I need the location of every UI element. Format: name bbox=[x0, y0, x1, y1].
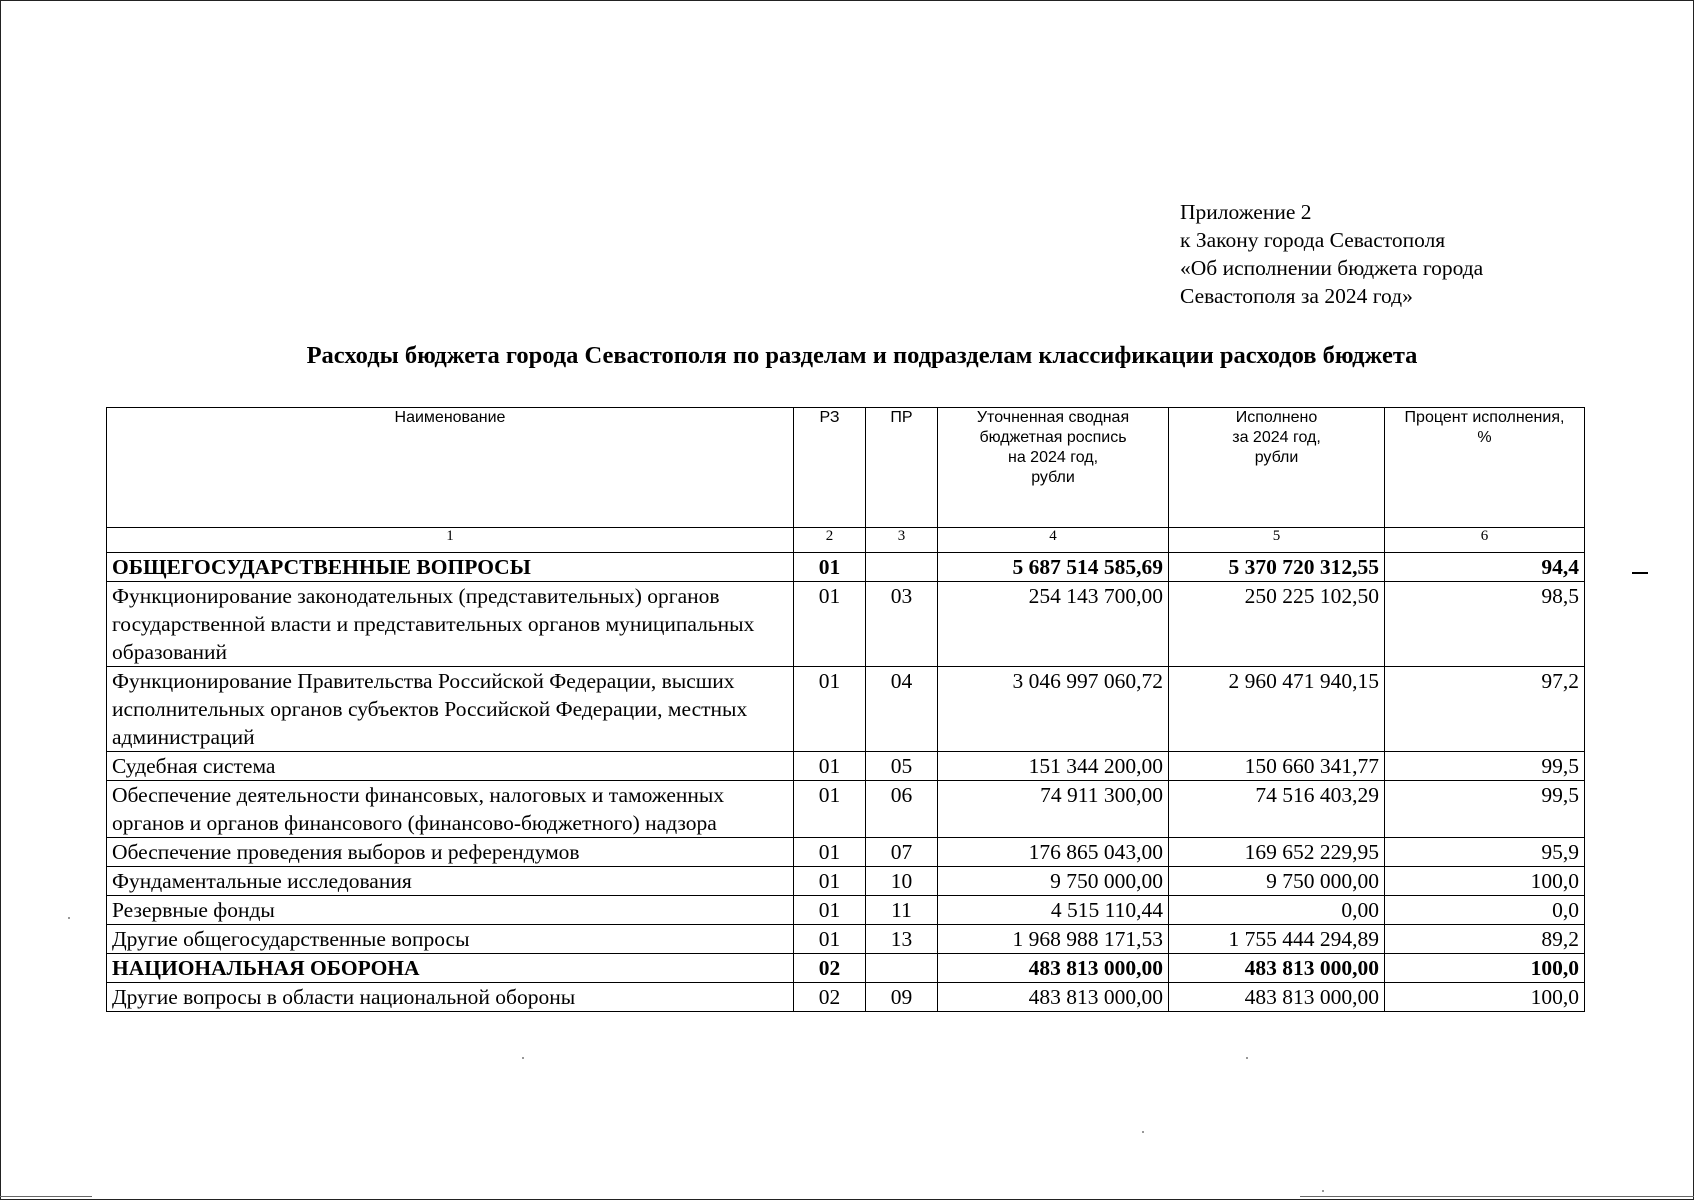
row-name: Фундаментальные исследования bbox=[107, 867, 794, 896]
row-percent: 97,2 bbox=[1385, 667, 1585, 752]
row-percent: 0,0 bbox=[1385, 896, 1585, 925]
appendix-line-3: «Об исполнении бюджета города bbox=[1180, 256, 1484, 280]
row-plan: 9 750 000,00 bbox=[938, 867, 1169, 896]
row-name: Резервные фонды bbox=[107, 896, 794, 925]
header-row bbox=[107, 408, 1585, 528]
row-rz: 02 bbox=[794, 954, 866, 983]
header-pr: ПР bbox=[866, 408, 938, 528]
page-side-mark bbox=[1632, 572, 1648, 574]
scan-edge-line bbox=[1300, 1196, 1694, 1197]
row-percent: 100,0 bbox=[1385, 954, 1585, 983]
row-name: Обеспечение проведения выборов и референдумов bbox=[107, 838, 794, 867]
table-row bbox=[107, 781, 1585, 838]
row-done: 150 660 341,77 bbox=[1169, 752, 1385, 781]
row-name: Функционирование законодательных (представительных) органов государственной власти и представительных органов муниципальных образований bbox=[107, 582, 794, 667]
header-done bbox=[1169, 408, 1385, 528]
row-plan: 483 813 000,00 bbox=[938, 954, 1169, 983]
row-pr: 04 bbox=[866, 667, 938, 752]
header-plan bbox=[938, 408, 1169, 528]
scan-speck bbox=[522, 1057, 524, 1059]
row-done: 483 813 000,00 bbox=[1169, 983, 1385, 1012]
row-plan: 176 865 043,00 bbox=[938, 838, 1169, 867]
header-done-line-3: рубли bbox=[1254, 449, 1299, 466]
scan-speck bbox=[1142, 1131, 1144, 1133]
scan-edge-line bbox=[0, 1196, 92, 1197]
row-percent: 99,5 bbox=[1385, 752, 1585, 781]
appendix-line-1: Приложение 2 bbox=[1180, 200, 1312, 224]
row-done: 2 960 471 940,15 bbox=[1169, 667, 1385, 752]
row-percent: 89,2 bbox=[1385, 925, 1585, 954]
row-rz: 02 bbox=[794, 983, 866, 1012]
row-done: 250 225 102,50 bbox=[1169, 582, 1385, 667]
appendix-note bbox=[1180, 198, 1483, 310]
row-done: 74 516 403,29 bbox=[1169, 781, 1385, 838]
column-number-row bbox=[107, 528, 1585, 553]
row-percent: 95,9 bbox=[1385, 838, 1585, 867]
row-plan: 1 968 988 171,53 bbox=[938, 925, 1169, 954]
row-plan: 151 344 200,00 bbox=[938, 752, 1169, 781]
row-percent: 98,5 bbox=[1385, 582, 1585, 667]
table-row bbox=[107, 582, 1585, 667]
header-rz: РЗ bbox=[794, 408, 866, 528]
row-percent: 99,5 bbox=[1385, 781, 1585, 838]
row-rz: 01 bbox=[794, 781, 866, 838]
row-plan: 483 813 000,00 bbox=[938, 983, 1169, 1012]
row-pr: 05 bbox=[866, 752, 938, 781]
column-number: 5 bbox=[1169, 528, 1385, 553]
table-row-section bbox=[107, 553, 1585, 582]
row-percent: 100,0 bbox=[1385, 983, 1585, 1012]
row-done: 169 652 229,95 bbox=[1169, 838, 1385, 867]
table-row bbox=[107, 752, 1585, 781]
appendix-line-4: Севастополя за 2024 год» bbox=[1180, 284, 1413, 308]
row-rz: 01 bbox=[794, 867, 866, 896]
table-row bbox=[107, 925, 1585, 954]
row-done: 9 750 000,00 bbox=[1169, 867, 1385, 896]
row-rz: 01 bbox=[794, 553, 866, 582]
row-rz: 01 bbox=[794, 896, 866, 925]
row-done: 483 813 000,00 bbox=[1169, 954, 1385, 983]
row-rz: 01 bbox=[794, 582, 866, 667]
row-pr bbox=[866, 553, 938, 582]
column-number: 3 bbox=[866, 528, 938, 553]
row-plan: 254 143 700,00 bbox=[938, 582, 1169, 667]
header-done-line-2: за 2024 год, bbox=[1232, 429, 1321, 446]
header-plan-line-1: Уточненная сводная bbox=[976, 409, 1130, 426]
scan-speck bbox=[68, 917, 70, 919]
header-plan-line-4: рубли bbox=[1031, 469, 1075, 486]
row-rz: 01 bbox=[794, 667, 866, 752]
header-percent-line-1: Процент исполнения, bbox=[1404, 409, 1565, 426]
row-pr: 03 bbox=[866, 582, 938, 667]
row-name: НАЦИОНАЛЬНАЯ ОБОРОНА bbox=[107, 954, 794, 983]
row-pr: 09 bbox=[866, 983, 938, 1012]
column-number: 1 bbox=[107, 528, 794, 553]
row-plan: 4 515 110,44 bbox=[938, 896, 1169, 925]
row-name: Другие вопросы в области национальной обороны bbox=[107, 983, 794, 1012]
table-row bbox=[107, 896, 1585, 925]
row-name: Другие общегосударственные вопросы bbox=[107, 925, 794, 954]
scan-speck bbox=[1322, 1190, 1324, 1192]
row-rz: 01 bbox=[794, 925, 866, 954]
row-done: 1 755 444 294,89 bbox=[1169, 925, 1385, 954]
row-done: 0,00 bbox=[1169, 896, 1385, 925]
document-title: Расходы бюджета города Севастополя по разделам и подразделам классификации расходов бюджета bbox=[306, 342, 1418, 369]
header-name: Наименование bbox=[107, 408, 794, 528]
header-plan-line-2: бюджетная роспись bbox=[979, 429, 1127, 446]
row-rz: 01 bbox=[794, 752, 866, 781]
row-pr: 13 bbox=[866, 925, 938, 954]
row-name: ОБЩЕГОСУДАРСТВЕННЫЕ ВОПРОСЫ bbox=[107, 553, 794, 582]
row-plan: 3 046 997 060,72 bbox=[938, 667, 1169, 752]
appendix-line-2: к Закону города Севастополя bbox=[1180, 228, 1446, 252]
row-pr: 06 bbox=[866, 781, 938, 838]
column-number: 2 bbox=[794, 528, 866, 553]
header-done-line-1: Исполнено bbox=[1235, 409, 1318, 426]
row-name: Функционирование Правительства Российской Федерации, высших исполнительных органов субъектов Российской Федерации, местных администраций bbox=[107, 667, 794, 752]
row-percent: 94,4 bbox=[1385, 553, 1585, 582]
row-name: Обеспечение деятельности финансовых, налоговых и таможенных органов и органов финансового (финансово-бюджетного) надзора bbox=[107, 781, 794, 838]
table-row bbox=[107, 667, 1585, 752]
row-plan: 74 911 300,00 bbox=[938, 781, 1169, 838]
column-number: 6 bbox=[1385, 528, 1585, 553]
scan-speck bbox=[1246, 1057, 1248, 1059]
header-percent bbox=[1385, 408, 1585, 528]
header-plan-line-3: на 2024 год, bbox=[1007, 449, 1099, 466]
row-pr: 07 bbox=[866, 838, 938, 867]
row-name: Судебная система bbox=[107, 752, 794, 781]
table-row bbox=[107, 838, 1585, 867]
table-row-section bbox=[107, 954, 1585, 983]
row-pr bbox=[866, 954, 938, 983]
row-percent: 100,0 bbox=[1385, 867, 1585, 896]
row-plan: 5 687 514 585,69 bbox=[938, 553, 1169, 582]
row-rz: 01 bbox=[794, 838, 866, 867]
row-done: 5 370 720 312,55 bbox=[1169, 553, 1385, 582]
column-number: 4 bbox=[938, 528, 1169, 553]
row-pr: 11 bbox=[866, 896, 938, 925]
table-row bbox=[107, 983, 1585, 1012]
header-percent-line-2: % bbox=[1477, 429, 1492, 446]
row-pr: 10 bbox=[866, 867, 938, 896]
table-row bbox=[107, 867, 1585, 896]
budget-table bbox=[106, 407, 1585, 1012]
